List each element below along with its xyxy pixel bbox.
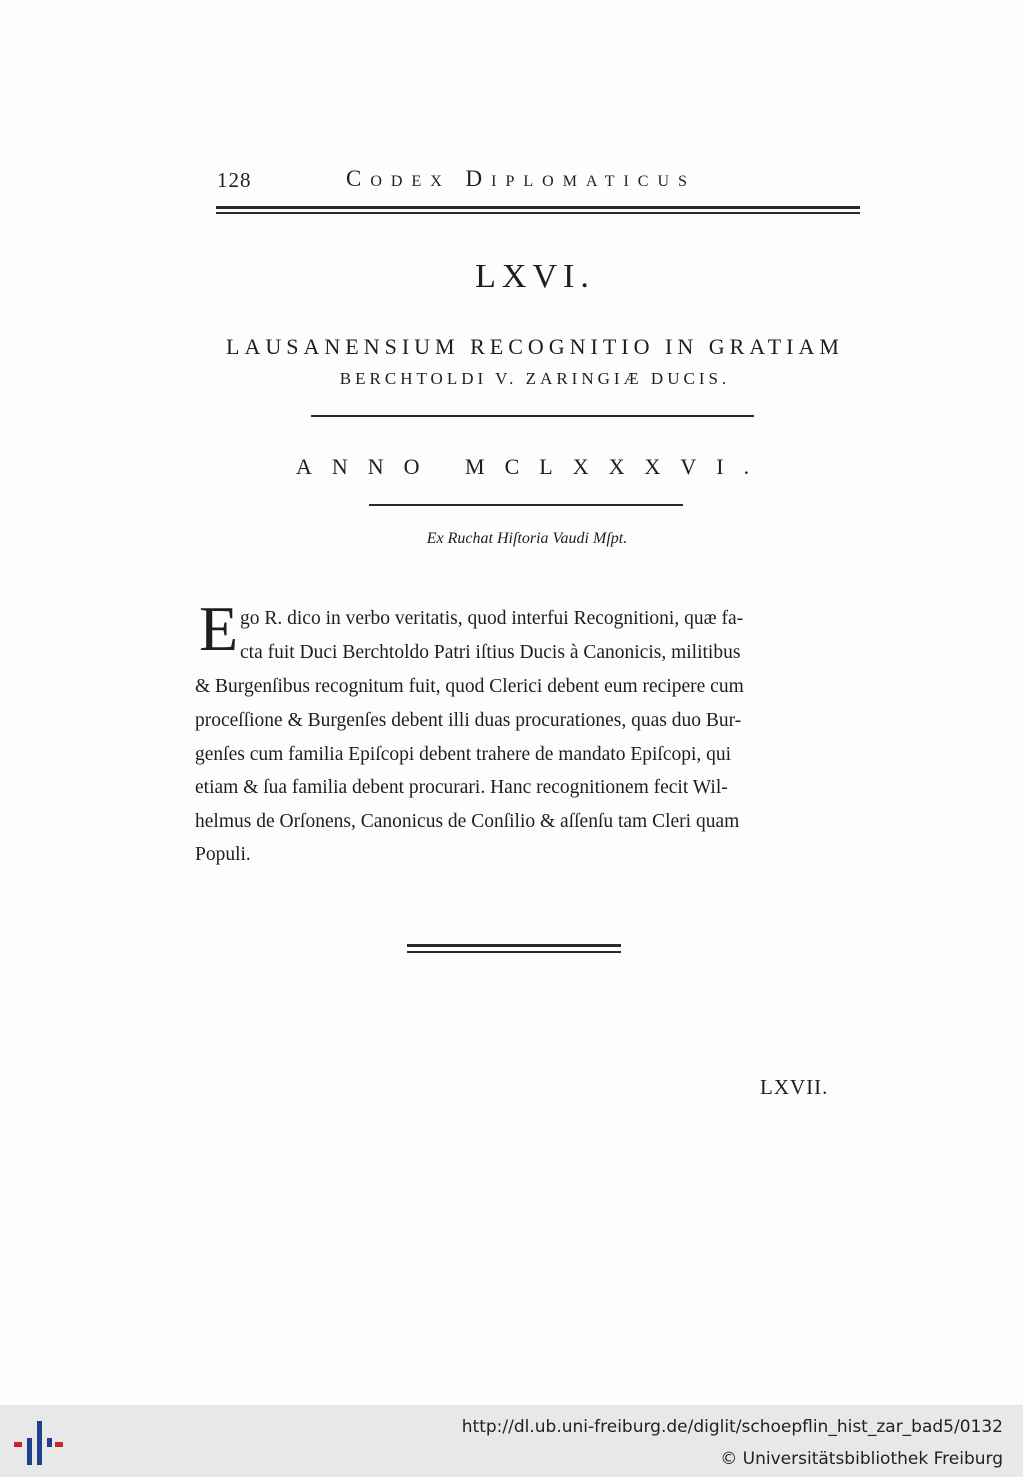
text-line-3: & Burgenſibus recognitum fuit, quod Clerici debent eum recipere cum [195,676,744,697]
text-line-7: helmus de Orſonens, Canonicus de Conſilio & aſſenſu tam Cleri quam [195,811,740,832]
library-logo-icon [14,1419,64,1467]
anno-date: ANNO MCLXXXVI. [296,454,770,479]
text-line-4: proceſſione & Burgenſes debent illi duas procurationes, quas duo Bur- [195,710,742,731]
text-line-5: genſes cum familia Epiſcopi debent trahere de mandato Epiſcopi, qui [195,744,732,765]
document-number: LXVI. [475,258,595,295]
drop-cap: E [199,593,239,664]
page-number: 128 [217,168,252,192]
document-title: LAUSANENSIUM RECOGNITIO IN GRATIAM [226,334,844,359]
anno-rule [369,504,683,506]
footer-bar [0,1405,1023,1477]
text-line-6: etiam & ſua familia debent procurari. Hanc recognitionem fecit Wil- [195,777,728,798]
header-rule-thin [216,212,860,214]
text-line-2: cta fuit Duci Berchtoldo Patri iſtius Ducis à Canonicis, militibus [240,642,741,663]
text-line-8: Populi. [195,844,251,865]
text-line-1: go R. dico in verbo veritatis, quod interfui Recognitioni, quæ fa- [240,608,744,629]
document-url-link[interactable]: http://dl.ub.uni-freiburg.de/diglit/schoepflin_hist_zar_bad5/0132 [461,1417,1003,1437]
end-rule-thick [407,944,621,947]
copyright-notice: © Universitätsbibliothek Freiburg [720,1449,1003,1469]
source-note: Ex Ruchat Hiſtoria Vaudi Mſpt. [426,530,628,547]
running-title: Codex Diplomaticus [346,166,696,191]
header-rule-thick [216,206,860,209]
catchword: LXVII. [760,1075,829,1099]
title-rule [311,415,754,417]
document-subtitle: BERCHTOLDI V. ZARINGIÆ DUCIS. [339,369,731,388]
end-rule-thin [407,951,621,953]
